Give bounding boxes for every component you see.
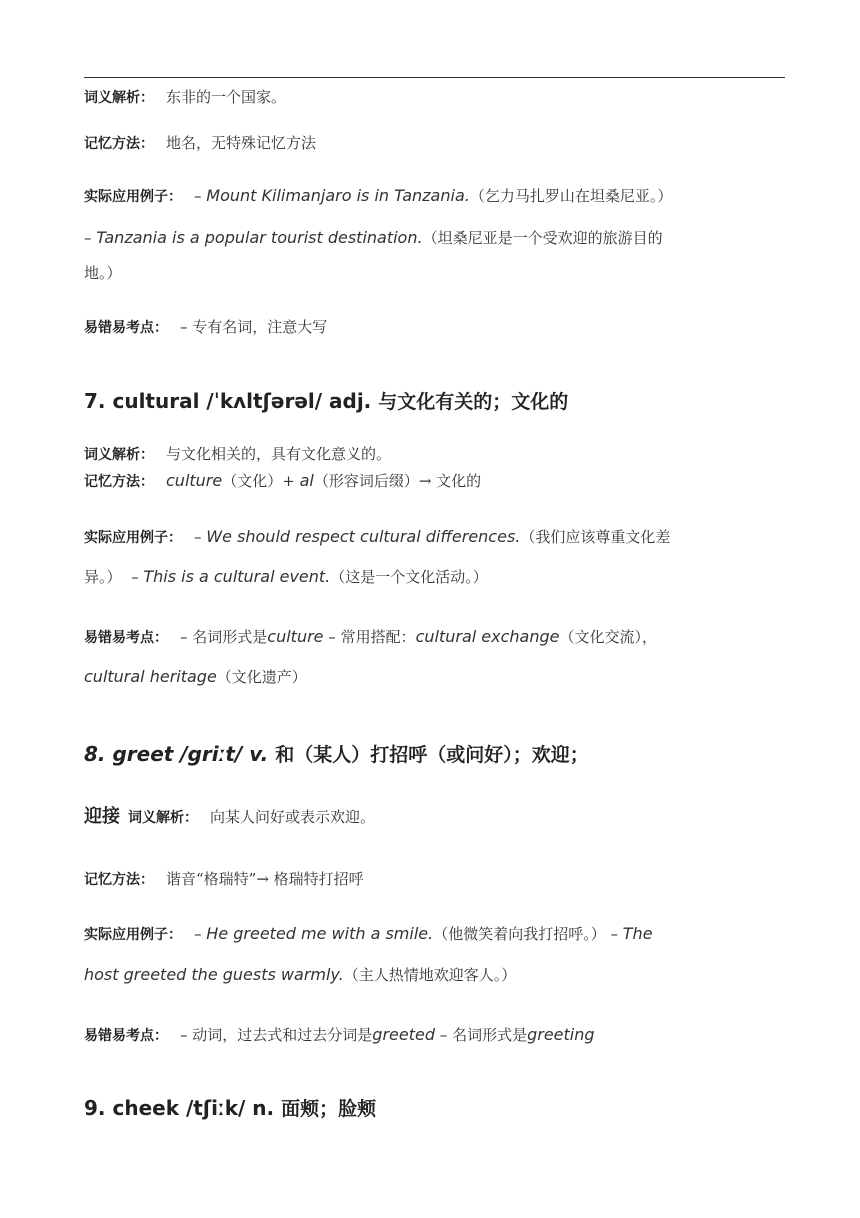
cultural-example-2-en: This is a cultural event. (143, 567, 331, 586)
tanzania-pitfalls-line: 易错易考点： – 专有名词，注意大写 (84, 318, 328, 336)
greet-headword: 8. greet /griːt/ v. (84, 742, 269, 766)
greet-heading-cont: 迎接 (84, 806, 120, 827)
cheek-heading-cn: 面颊；脸颊 (281, 1098, 377, 1120)
greet-example-2-en: host greeted the guests warmly. (84, 965, 344, 984)
entry-heading-cheek (84, 1094, 376, 1123)
greet-memory: 谐音“格瑞特”→ 格瑞特打招呼 (166, 870, 364, 888)
tanzania-meaning-line (84, 86, 286, 109)
cultural-meaning-line: 词义解析： 与文化相关的，具有文化意义的。 (84, 445, 392, 463)
greet-heading-cn: 和（某人）打招呼（或问好）；欢迎； (275, 744, 589, 766)
greet-example-2-line: host greeted the guests warmly.（主人热情地欢迎客人。） (84, 965, 517, 984)
cultural-examples-line: 实际应用例子： – We should respect cultural differences.（我们应该尊重文化差 (84, 527, 671, 546)
greet-memory-line: 记忆方法： 谐音“格瑞特”→ 格瑞特打招呼 (84, 870, 364, 888)
tanzania-memory: 地名，无特殊记忆方法 (166, 134, 317, 152)
tanzania-examples-line: 实际应用例子： – Mount Kilimanjaro is in Tanzania.（乞力马扎罗山在坦桑尼亚。） (84, 186, 673, 205)
meaning-label: 词义解析： (84, 90, 154, 106)
tanzania-pitfall: 专有名词，注意大写 (192, 318, 328, 336)
cultural-example-2-line: 异。） – This is a cultural event.（这是一个文化活动。） (84, 567, 488, 586)
greet-example-1-en: He greeted me with a smile. (206, 924, 434, 943)
memory-label: 记忆方法： (84, 136, 154, 152)
greet-examples-line: 实际应用例子： – He greeted me with a smile.（他微笑着向我打招呼。） – The (84, 924, 653, 943)
cultural-memory-line: 记忆方法： culture（文化）+ al（形容词后缀）→ 文化的 (84, 471, 482, 490)
greet-meaning: 向某人问好或表示欢迎。 (210, 808, 376, 826)
entry-heading-cultural (84, 387, 568, 416)
cultural-headword: 7. cultural /ˈkʌltʃərəl/ adj. (84, 389, 372, 413)
tanzania-example-2-en: Tanzania is a popular tourist destination. (96, 228, 423, 247)
examples-label: 实际应用例子： (84, 189, 182, 205)
cultural-meaning: 与文化相关的，具有文化意义的。 (166, 445, 392, 463)
cheek-headword: 9. cheek /tʃiːk/ n. (84, 1096, 275, 1120)
tanzania-example-2-cont: 地。） (84, 264, 122, 282)
entry-heading-greet (84, 740, 589, 769)
pitfalls-label: 易错易考点： (84, 320, 168, 336)
greet-pitfalls-line: 易错易考点： – 动词，过去式和过去分词是greeted – 名词形式是greeting (84, 1025, 595, 1044)
tanzania-memory-line (84, 132, 316, 155)
cultural-heading-cn: 与文化有关的；文化的 (378, 391, 569, 413)
tanzania-example-1-en: Mount Kilimanjaro is in Tanzania. (206, 186, 470, 205)
cultural-pitfalls-line: 易错易考点： – 名词形式是culture – 常用搭配：cultural exchange（文化交流）， (84, 627, 658, 646)
greet-meaning-line: 迎接 词义解析： 向某人问好或表示欢迎。 (84, 806, 376, 827)
cultural-example-1-en: We should respect cultural differences. (206, 527, 521, 546)
tanzania-example-1-cn: （乞力马扎罗山在坦桑尼亚。） (469, 187, 673, 205)
tanzania-meaning: 东非的一个国家。 (166, 88, 287, 106)
top-rule (84, 77, 785, 78)
tanzania-example-2-line: – Tanzania is a popular tourist destination.（坦桑尼亚是一个受欢迎的旅游目的 (84, 228, 663, 247)
cultural-pitfalls-cont: cultural heritage（文化遗产） (84, 667, 307, 686)
tanzania-example-2-cn: （坦桑尼亚是一个受欢迎的旅游目的 (422, 229, 663, 247)
